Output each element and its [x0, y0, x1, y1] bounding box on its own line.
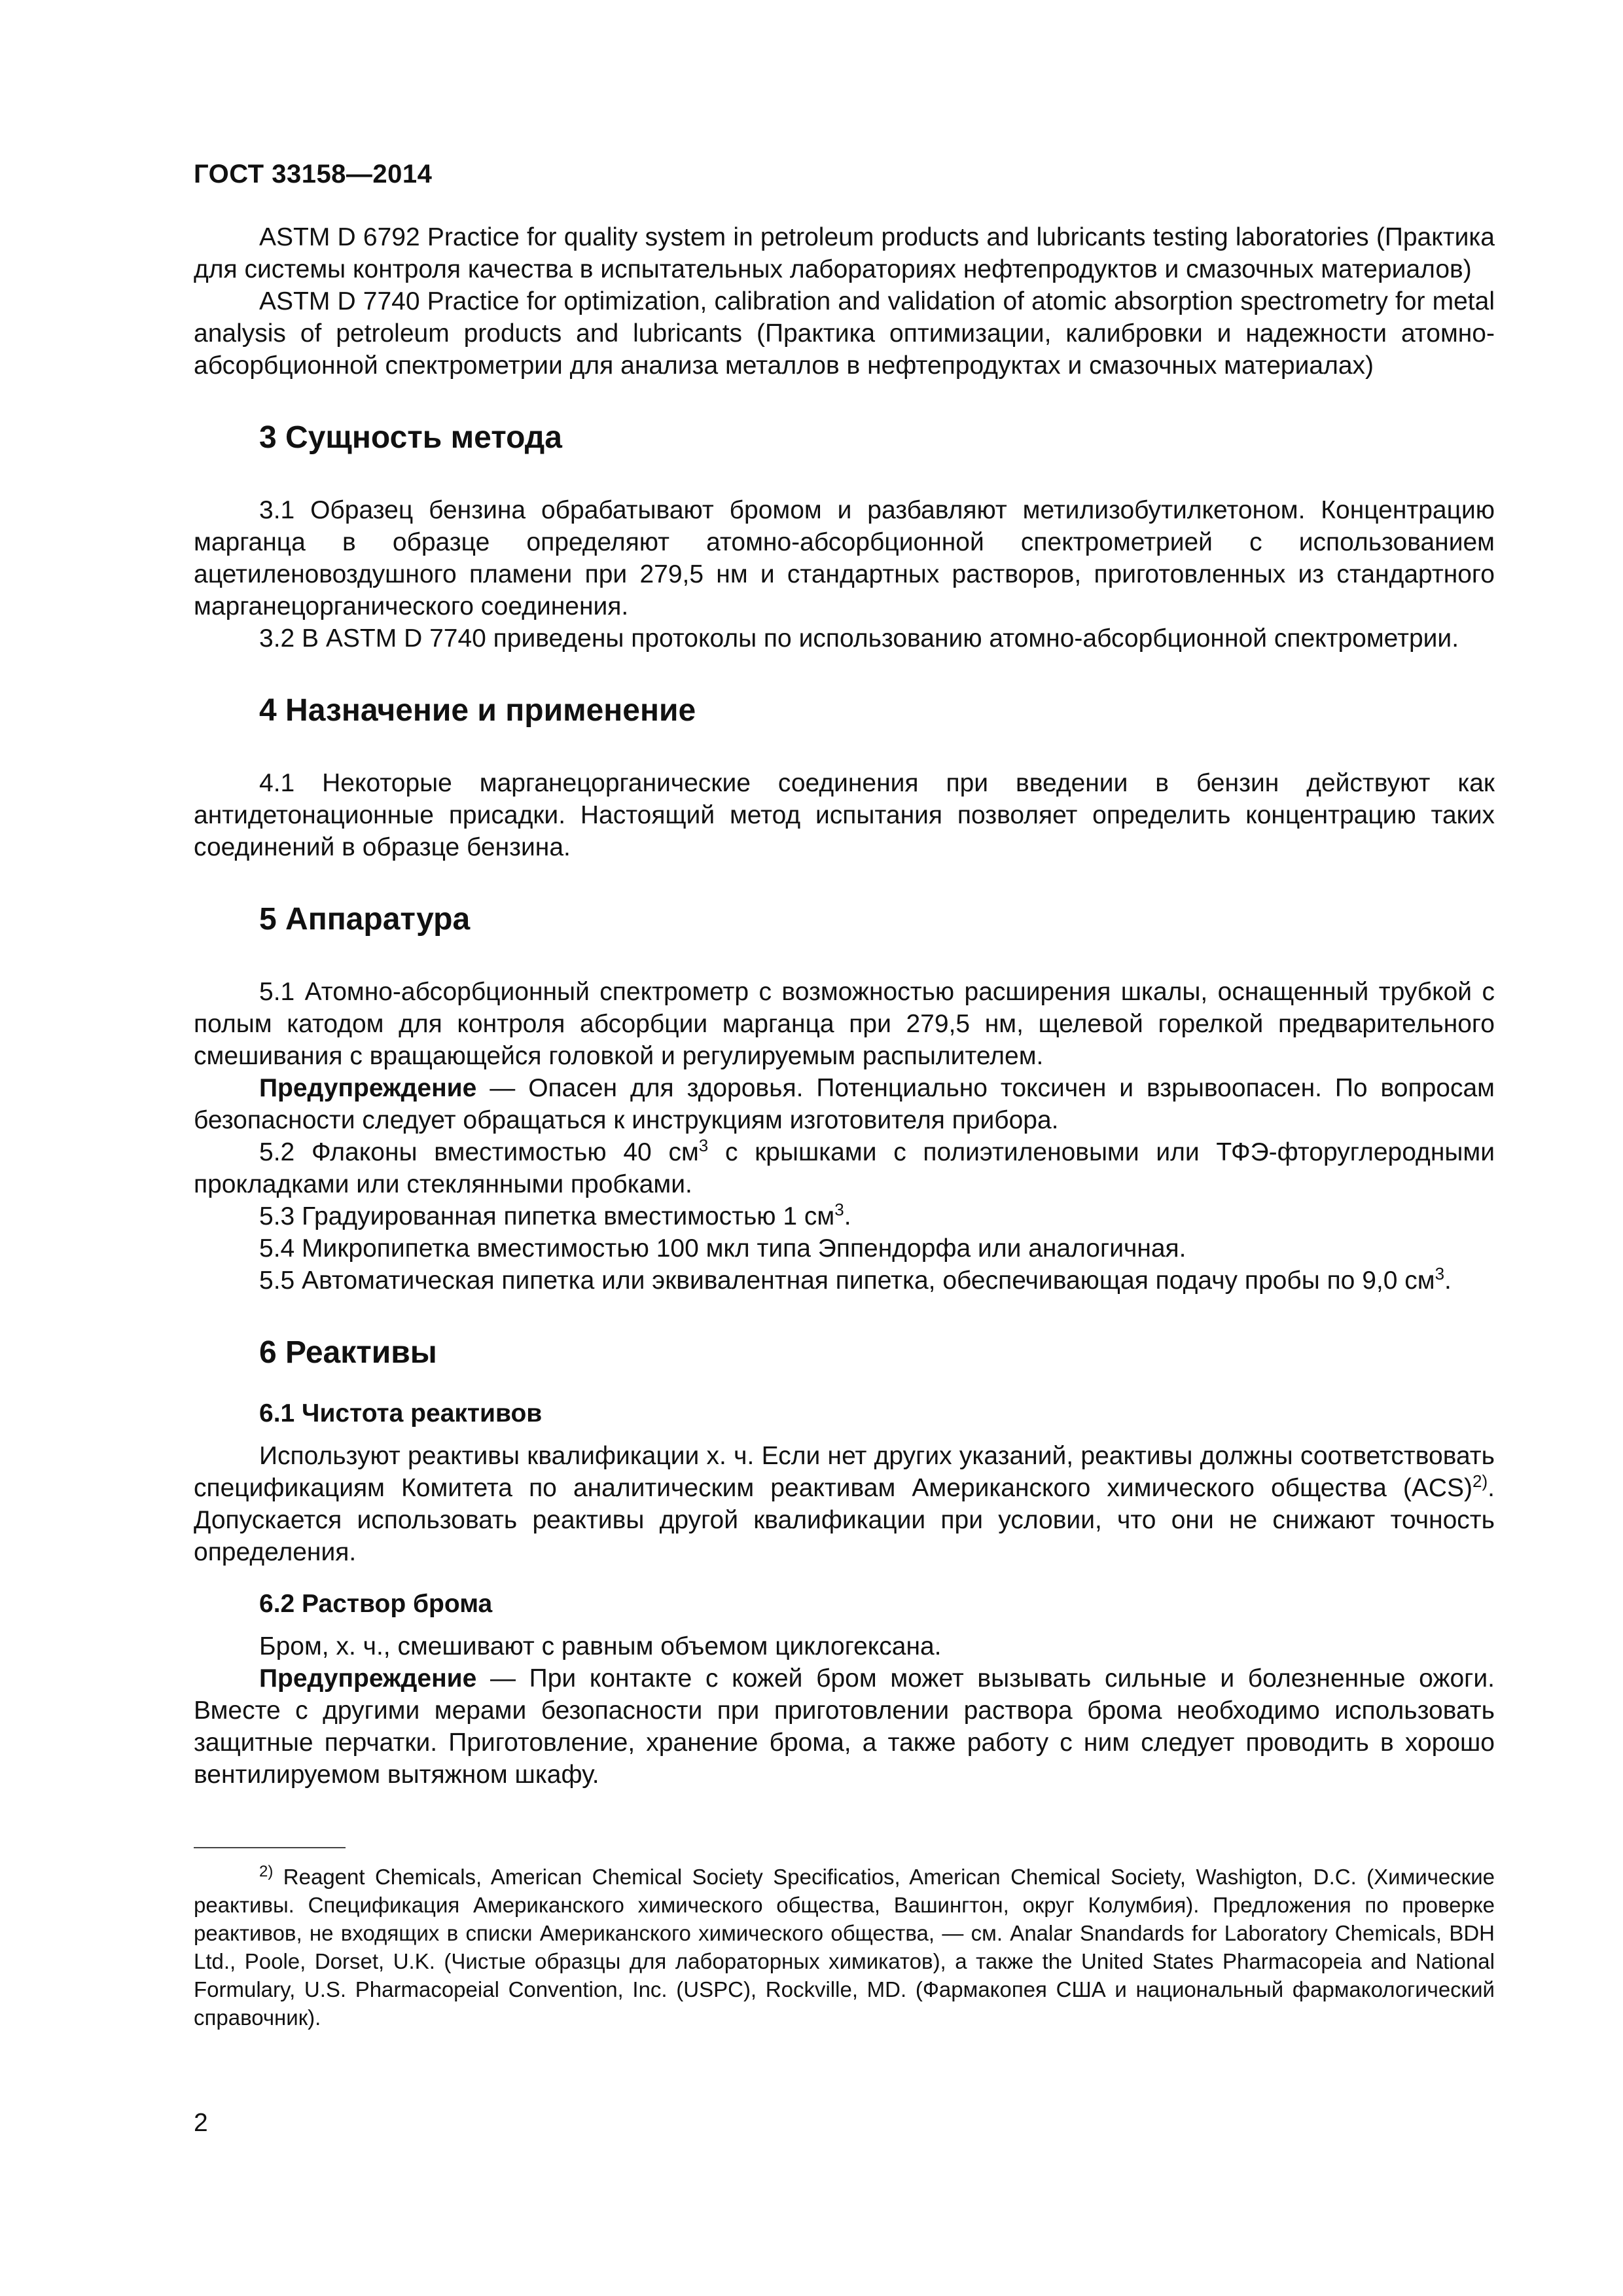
- paragraph-5-2-text-end: с крышками с полиэтиленовыми или ТФЭ-фторуглеродными прокладками или стеклянными пробками.: [194, 1138, 1495, 1198]
- paragraph-5-4: 5.4 Микропипетка вместимостью 100 мкл типа Эппендорфа или аналогичная.: [259, 1234, 1186, 1263]
- document-header: ГОСТ 33158—2014: [194, 160, 433, 188]
- warning-label: Предупреждение: [259, 1074, 477, 1102]
- warning-text: — При контакте с кожей бром может вызывать сильные и болезненные ожоги. Вместе с другими мерами безопасности при приготовлении раствора брома необходимо использовать защитные перчатки. Приготовление, хранение брома, а также работу с ним следует проводить в хорошо вентилируемом вытяжном шкафу.: [194, 1664, 1495, 1789]
- paragraph-5-3-text: 5.3 Градуированная пипетка вместимостью 1 см: [259, 1202, 835, 1230]
- section-4-heading: 4 Назначение и применение: [259, 693, 696, 728]
- footnote-body: Reagent Chemicals, American Chemical Society Specificatios, American Chemical Society, Washigton, D.C. (Химические реактивы. Спецификация Американского химического общества, Вашингтон, округ Колумбия). Предложения по проверке реактивов, не входящих в списки Американского химического общества, — см. Analar Snandards for Laboratory Chemicals, BDH Ltd., Poole, Dorset, U.K. (Чистые образцы для лабораторных химикатов), а также the United States Pharmacopeia and National Formulary, U.S. Pharmacopeial Convention, Inc. (USPC), Rockville, MD. (Фармакопея США и национальный фармакологический справочник).: [194, 1865, 1495, 2030]
- footnote-text: [194, 1863, 1495, 2032]
- section-6-heading: 6 Реактивы: [259, 1335, 437, 1370]
- reference-astm-d7740: ASTM D 7740 Practice for optimization, calibration and validation of atomic absorption spectrometry for metal analysis of petroleum products and lubricants (Практика оптимизации, калибровки и надежности атомно-абсорбционной спектрометрии для анализа металлов в нефтепродуктах и смазочных материалах): [194, 287, 1495, 380]
- section-5-heading: 5 Аппаратура: [259, 902, 471, 937]
- paragraph-5-3-text-end: .: [844, 1202, 851, 1230]
- paragraph-6-1-text-end: . Допускается использовать реактивы другой квалификации при условии, что они не снижают точность определения.: [194, 1474, 1495, 1566]
- superscript: 3: [1435, 1264, 1445, 1283]
- superscript: 3: [698, 1136, 709, 1155]
- paragraph-5-5: [194, 1265, 1495, 1297]
- paragraph-6-1: [194, 1440, 1495, 1568]
- paragraph-5-2: [194, 1136, 1495, 1200]
- paragraph-5-3: [194, 1200, 1495, 1232]
- warning-text: — Опасен для здоровья. Потенциально токсичен и взрывоопасен. По вопросам безопасности следует обращаться к инструкциям изготовителя прибора.: [194, 1074, 1495, 1134]
- paragraph-5-1: 5.1 Атомно-абсорбционный спектрометр с возможностью расширения шкалы, оснащенный трубкой с полым катодом для контроля абсорбции марганца при 279,5 нм, щелевой горелкой предварительного смешивания с вращающейся головкой и регулируемым распылителем.: [194, 978, 1495, 1070]
- page-number: 2: [194, 2109, 208, 2137]
- subsection-6-2-heading: 6.2 Раствор брома: [259, 1590, 493, 1618]
- paragraph-5-5-text-end: .: [1444, 1266, 1452, 1295]
- paragraph-5-5-text: 5.5 Автоматическая пипетка или эквивалентная пипетка, обеспечивающая подачу пробы по 9,0 см: [259, 1266, 1435, 1295]
- paragraph-6-2: Бром, х. ч., смешивают с равным объемом циклогексана.: [259, 1632, 942, 1660]
- footnote-divider: [194, 1847, 346, 1848]
- superscript: 3: [834, 1200, 844, 1219]
- paragraph-6-1-text: Используют реактивы квалификации х. ч. Если нет других указаний, реактивы должны соответствовать спецификациям Комитета по аналитическим реактивам Американского химического общества (ACS): [194, 1442, 1495, 1502]
- paragraph-3-1: 3.1 Образец бензина обрабатывают бромом и разбавляют метилизобутилкетоном. Концентрацию марганца в образце определяют атомно-абсорбционной спектрометрией с использованием ацетиленовоздушного пламени при 279,5 нм и стандартных растворов, приготовленных из стандартного марганецорганического соединения.: [194, 496, 1495, 620]
- footnote: [194, 1863, 1495, 2032]
- footnote-mark: 2): [259, 1863, 274, 1880]
- section-3-heading: 3 Сущность метода: [259, 420, 562, 455]
- paragraph-4-1: 4.1 Некоторые марганецорганические соединения при введении в бензин действуют как антидетонационные присадки. Настоящий метод испытания позволяет определить концентрацию таких соединений в образце бензина.: [194, 769, 1495, 861]
- paragraph-5-2-text: 5.2 Флаконы вместимостью 40 см: [259, 1138, 699, 1166]
- paragraph-3-2: 3.2 В ASTM D 7740 приведены протоколы по использованию атомно-абсорбционной спектрометрии.: [259, 624, 1459, 653]
- warning-label: Предупреждение: [259, 1664, 477, 1693]
- warning-6-2: [194, 1662, 1495, 1791]
- reference-astm-d6792: ASTM D 6792 Practice for quality system in petroleum products and lubricants testing laboratories (Практика для системы контроля качества в испытательных лабораториях нефтепродуктов и смазочных материалов): [194, 223, 1495, 283]
- warning-5: [194, 1072, 1495, 1136]
- footnote-ref: 2): [1472, 1471, 1488, 1491]
- subsection-6-1-heading: 6.1 Чистота реактивов: [259, 1399, 543, 1427]
- document-body: [194, 221, 1495, 1791]
